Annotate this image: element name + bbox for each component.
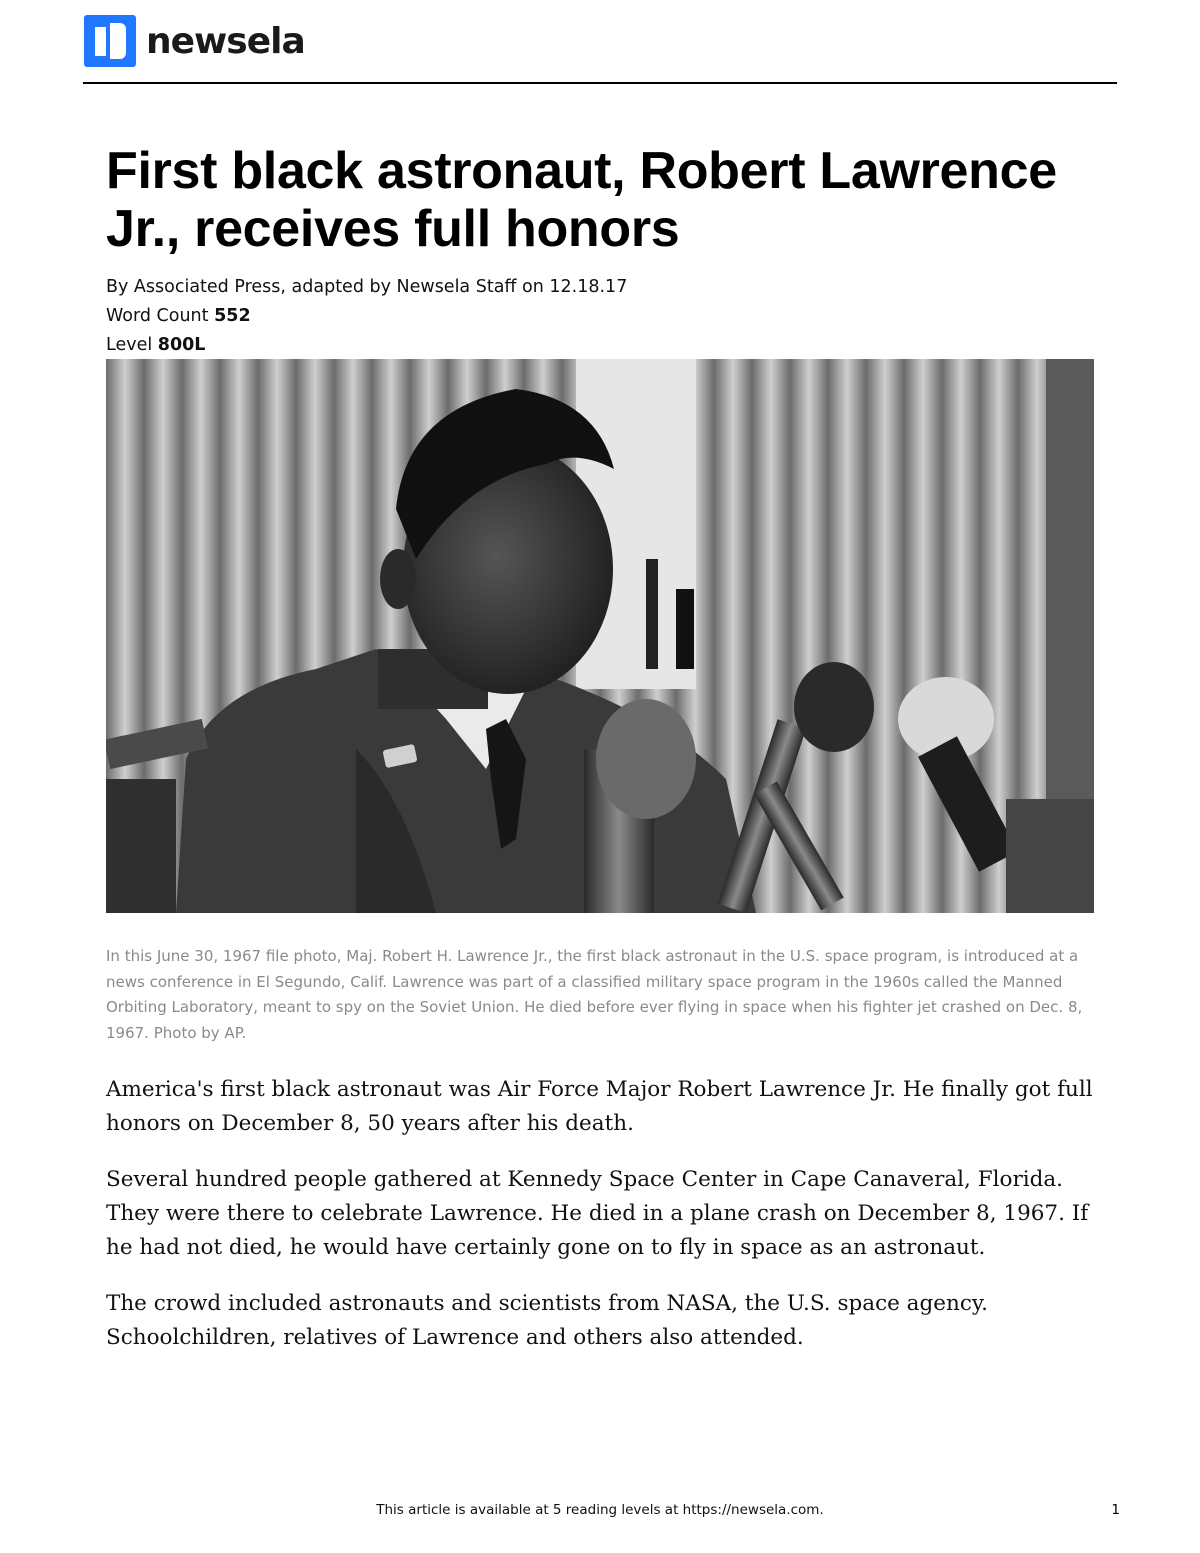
word-count-line bbox=[106, 302, 627, 331]
word-count-value: 552 bbox=[214, 306, 251, 326]
article-body bbox=[106, 1073, 1106, 1377]
level-line bbox=[106, 331, 627, 360]
article-title: First black astronaut, Robert Lawrence Jr., receives full honors bbox=[106, 142, 1057, 258]
footer-note: This article is available at 5 reading levels at https://newsela.com. bbox=[376, 1502, 824, 1518]
byline: By Associated Press, adapted by Newsela Staff on 12.18.17 bbox=[106, 277, 628, 297]
body-paragraph: Several hundred people gathered at Kennedy Space Center in Cape Canaveral, Florida. They were there to celebrate Lawrence. He died in a plane crash on December 8, 1967. If he had not died, he would have certainly gone on to fly in space as an astronaut. bbox=[106, 1167, 1089, 1260]
body-paragraph: The crowd included astronauts and scientists from NASA, the U.S. space agency. Schoolchildren, relatives of Lawrence and others also attended. bbox=[106, 1291, 989, 1350]
newsela-logo[interactable] bbox=[84, 14, 305, 68]
photo-caption: In this June 30, 1967 file photo, Maj. Robert H. Lawrence Jr., the first black astronaut in the U.S. space program, is introduced at a news conference in El Segundo, Calif. Lawrence was part of a classified military space program in the 1960s called the Manned Orbiting Laboratory, meant to spy on the Soviet Union. He died before ever flying in space when his fighter jet crashed on Dec. 8, 1967. Photo by AP. bbox=[106, 947, 1083, 1042]
article-photo bbox=[106, 359, 1094, 913]
page-number: 1 bbox=[1111, 1502, 1120, 1518]
level-label: Level bbox=[106, 335, 153, 355]
level-value: 800L bbox=[157, 335, 206, 355]
word-count-label: Word Count bbox=[106, 306, 209, 326]
article-meta bbox=[106, 273, 627, 360]
body-paragraph: America's first black astronaut was Air Force Major Robert Lawrence Jr. He finally got full honors on December 8, 50 years after his death. bbox=[106, 1077, 1093, 1136]
brand-name: newsela bbox=[146, 20, 305, 62]
header-divider bbox=[83, 82, 1117, 84]
newsela-logo-icon bbox=[84, 15, 136, 67]
